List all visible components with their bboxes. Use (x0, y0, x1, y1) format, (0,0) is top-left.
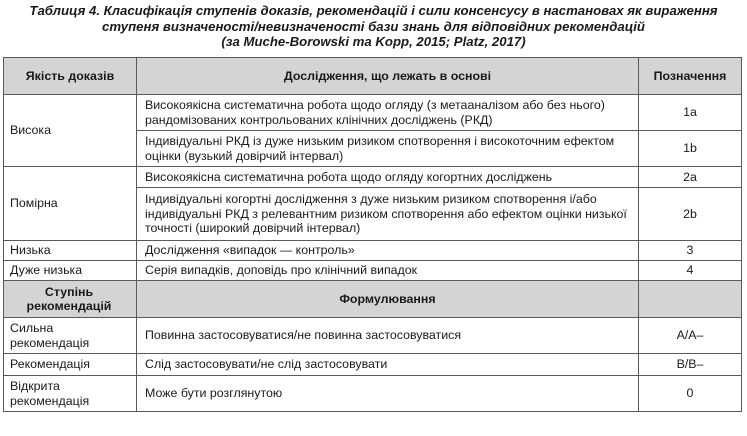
caption-line-3: (за Muche-Borowski та Kopp, 2015; Platz, 2017) (221, 34, 526, 49)
code-cell: 2b (639, 188, 742, 241)
study-cell: Високоякісна систематична робота щодо огляду когортних досліджень (137, 167, 639, 188)
study-cell: Дослідження «випадок — контроль» (137, 241, 639, 261)
wording-cell: Слід застосовувати/не слід застосовувати (137, 354, 639, 376)
table-row (4, 167, 742, 188)
study-cell: Індивідуальні РКД із дуже низьким ризиком спотворення і високоточним ефектом оцінки (вузький довірчий інтервал) (137, 131, 639, 167)
evidence-table (3, 57, 742, 412)
wording-cell: Може бути розглянутою (137, 376, 639, 412)
table-caption (0, 0, 747, 56)
wording-cell: Повинна застосовуватися/не повинна застосовуватися (137, 318, 639, 354)
header-study: Дослідження, що лежать в основі (137, 58, 639, 95)
grade-cell: Відкрита рекомендація (4, 376, 137, 412)
table-row (4, 354, 742, 376)
table-row (4, 376, 742, 412)
code-cell: 4 (639, 261, 742, 281)
code-cell: 1a (639, 95, 742, 131)
table-row (4, 241, 742, 261)
header-code: Позначення (639, 58, 742, 95)
header-wording: Формулювання (137, 281, 639, 318)
code-cell: 3 (639, 241, 742, 261)
quality-cell: Помірна (4, 167, 137, 241)
recommendation-header-row (4, 281, 742, 318)
grade-cell: Рекомендація (4, 354, 137, 376)
grade-cell: Сильна рекомендація (4, 318, 137, 354)
table-row (4, 318, 742, 354)
header-grade: Ступінь рекомендацій (4, 281, 137, 318)
caption-line-2: ступеня визначеності/невизначеності бази знань для відповідних рекомендацій (102, 18, 645, 34)
header-quality: Якість доказів (4, 58, 137, 95)
code-cell: B/B– (639, 354, 742, 376)
code-cell: 1b (639, 131, 742, 167)
caption-line-1: Таблиця 4. Класифікація ступенів доказів, рекомендацій і сили консенсусу в настановах як вираження (29, 3, 718, 18)
header-code-empty (639, 281, 742, 318)
evidence-header-row (4, 58, 742, 95)
study-cell: Серія випадків, доповідь про клінічний випадок (137, 261, 639, 281)
study-cell: Індивідуальні когортні дослідження з дуже низьким ризиком спотворення і/або індивідуальні РКД з релевантним ризиком спотворення або ефектом оцінки низької точності (широкий довірчий інтервал) (137, 188, 639, 241)
code-cell: A/A– (639, 318, 742, 354)
code-cell: 2a (639, 167, 742, 188)
study-cell: Високоякісна систематична робота щодо огляду (з метааналізом або без нього) рандомізованих контрольованих клінічних досліджень (РКД) (137, 95, 639, 131)
table-row (4, 95, 742, 131)
quality-cell: Дуже низька (4, 261, 137, 281)
quality-cell: Висока (4, 95, 137, 167)
table-row (4, 261, 742, 281)
quality-cell: Низька (4, 241, 137, 261)
code-cell: 0 (639, 376, 742, 412)
